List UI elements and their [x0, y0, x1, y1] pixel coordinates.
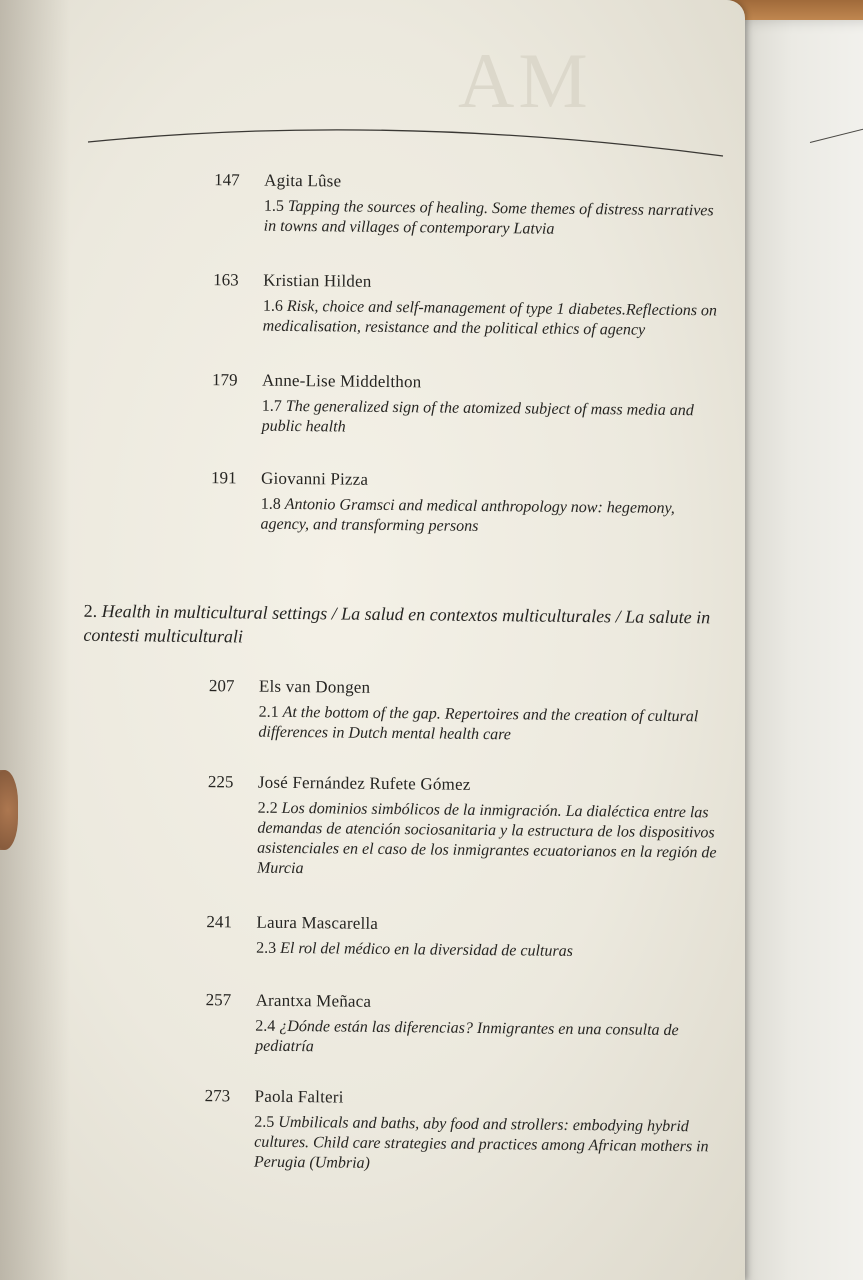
toc-entry — [207, 772, 718, 878]
section-title: Health in multicultural settings / La salud en contextos multiculturales / La salute in contesti multiculturali — [83, 600, 711, 647]
entry-title-text: El rol del médico en la diversidad de culturas — [280, 939, 573, 960]
entry-author: Els van Dongen — [258, 676, 371, 697]
entry-number: 2.4 — [255, 1017, 276, 1035]
entry-author: Arantxa Meñaca — [255, 990, 372, 1011]
toc-entry — [205, 990, 716, 1056]
entry-title — [255, 1017, 715, 1062]
entry-author: Laura Mascarella — [256, 912, 379, 933]
entry-page-number: 179 — [212, 370, 238, 390]
toc-entry — [208, 676, 719, 744]
entry-title — [264, 197, 724, 242]
entry-title — [258, 703, 718, 748]
section-number: 2. — [83, 600, 98, 621]
entry-title-text: Los dominios simbólicos de la inmigración. La dialéctica entre las demandas de atención sociosanitaria y la estructura de los dispositivos asistenciales en el caso de los inmigrantes ecuatorianos en la región de Murcia — [256, 799, 717, 878]
entry-title-text: The generalized sign of the atomized subject of mass media and public health — [261, 397, 694, 436]
entry-title-text: Umbilicals and baths, aby food and strollers: embodying hybrid cultures. Child care strategies and practices among African mothers in Perugia (Umbria) — [253, 1113, 709, 1172]
entry-page-number: 273 — [204, 1086, 231, 1106]
toc-entry — [210, 468, 721, 535]
entry-author: Anne-Lise Middelthon — [262, 370, 422, 392]
entry-author: Paola Falteri — [254, 1086, 344, 1107]
entry-title — [257, 799, 718, 884]
entry-number: 2.3 — [256, 939, 277, 957]
journal-logo-watermark: AM — [458, 37, 592, 124]
entry-title — [254, 1113, 715, 1178]
entry-title — [256, 939, 716, 964]
entry-page-number: 241 — [206, 912, 233, 932]
entry-page-number: 163 — [213, 270, 239, 290]
entry-author: José Fernández Rufete Gómez — [257, 772, 471, 794]
entry-title — [263, 297, 723, 342]
entry-number: 2.5 — [254, 1113, 275, 1131]
toc-entry — [204, 1086, 715, 1172]
entry-number: 2.1 — [258, 703, 279, 721]
entry-page-number: 147 — [214, 170, 240, 190]
entry-author: Agita Lûse — [264, 170, 342, 191]
entry-number: 1.7 — [261, 397, 282, 415]
entry-author: Giovanni Pizza — [260, 468, 369, 489]
entry-page-number: 191 — [210, 468, 237, 488]
entry-title-text: Tapping the sources of healing. Some themes of distress narratives in towns and villages of contemporary Latvia — [263, 197, 714, 238]
entry-number: 1.8 — [260, 495, 281, 513]
toc-entry — [212, 370, 722, 436]
entry-author: Kristian Hilden — [263, 270, 372, 291]
entry-page-number: 257 — [205, 990, 232, 1010]
toc-entry — [206, 912, 717, 960]
entry-title-text: Antonio Gramsci and medical anthropology now: hegemony, agency, and transforming persons — [260, 495, 675, 535]
toc-entry — [214, 170, 724, 238]
entry-page-number: 207 — [208, 676, 235, 696]
entry-page-number: 225 — [207, 772, 234, 792]
entry-number: 1.5 — [263, 197, 285, 215]
entry-title — [260, 495, 720, 540]
entry-title-text: ¿Dónde están las diferencias? Inmigrantes en una consulta de pediatría — [255, 1017, 679, 1056]
section-heading — [83, 599, 723, 654]
entry-title — [262, 397, 722, 442]
facing-page — [736, 20, 863, 1280]
entry-title-text: At the bottom of the gap. Repertoires and the creation of cultural differences in Dutch mental health care — [258, 703, 699, 744]
entry-number: 1.6 — [262, 297, 283, 315]
toc-entry — [213, 270, 723, 339]
entry-title-text: Risk, choice and self-management of type 1 diabetes.Reflections on medicalisation, resistance and the political ethics of agency — [262, 297, 718, 339]
entry-number: 2.2 — [257, 799, 278, 817]
